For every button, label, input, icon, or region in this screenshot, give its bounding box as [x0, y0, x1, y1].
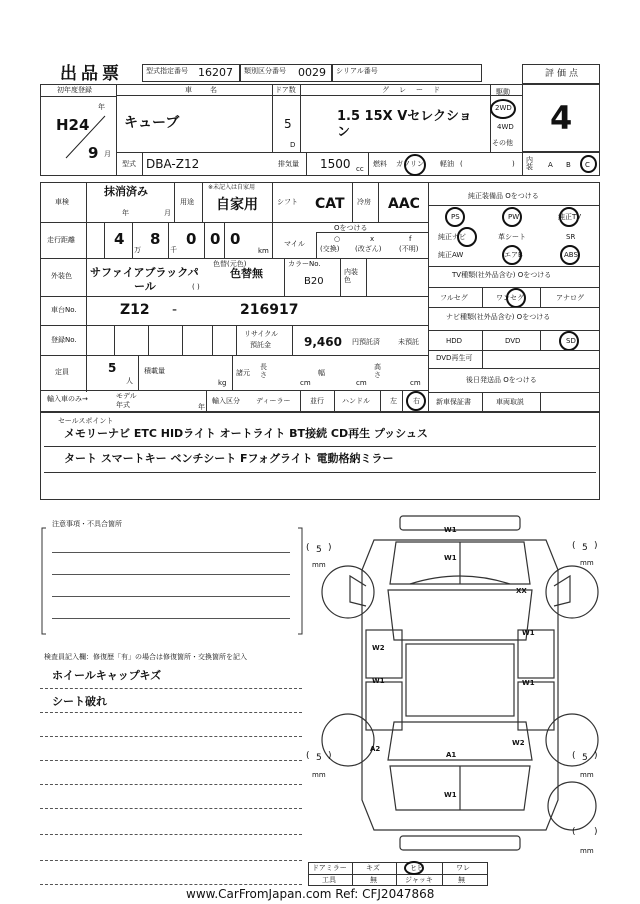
divider — [352, 182, 353, 222]
model-cert-value: 16207 — [198, 66, 233, 79]
caution-line — [52, 618, 290, 619]
damage-mark: W2 — [512, 739, 525, 747]
displacement-unit: cc — [356, 165, 364, 173]
mileage-circle-prompt: Oをつける — [334, 224, 368, 232]
divider — [104, 222, 105, 258]
equip-tv-circle — [558, 207, 582, 227]
bt-header-scratch: キズ — [366, 864, 380, 872]
recycle-value: 9,460 — [304, 335, 342, 349]
mileage-digit-3: 0 — [186, 230, 197, 248]
divider — [482, 350, 483, 368]
divider — [396, 862, 397, 886]
equip-leather: 革シート — [498, 233, 526, 241]
tread-fl-close: ) — [328, 543, 332, 553]
divider — [428, 307, 600, 308]
car-diagram — [310, 510, 610, 890]
chassis-dash: - — [172, 302, 178, 318]
import-label: 輸入車のみ→ — [47, 395, 88, 403]
fuel-gasoline: ガソリン — [396, 160, 424, 168]
tv-oneseg-circle — [506, 288, 526, 308]
tread-spare-close: ) — [594, 827, 598, 837]
tread-fl-value: 5 — [316, 545, 322, 555]
color-value-line1: サファイアブラックパ — [90, 266, 199, 279]
color-label: 外装色 — [51, 272, 72, 280]
divider — [428, 392, 600, 393]
grade-value-line1: 1.5 15X Vセレクショ — [337, 109, 472, 124]
color-paren: ( ) — [192, 283, 200, 291]
mileage-replaced: (交換) — [320, 245, 340, 253]
tv-header: TV種類(社外品含む) Oをつける — [452, 271, 552, 279]
color-change-value: 色替無 — [230, 267, 263, 280]
color-no-label: カラーNo. — [288, 260, 321, 268]
divider — [116, 152, 600, 153]
tread-rl-value: 5 — [316, 753, 322, 763]
divider — [116, 95, 522, 96]
nav-sd-circle — [559, 331, 579, 351]
chassis-prefix: Z12 — [120, 302, 150, 318]
inspector-line — [40, 860, 302, 861]
inspector-line — [40, 784, 302, 785]
fuel-paren-open: ( — [460, 160, 463, 168]
tread-rr-unit: mm — [580, 771, 594, 779]
damage-mark: W1 — [444, 526, 457, 534]
dims-label: 諸元 — [236, 369, 250, 377]
tread-fl-unit: mm — [312, 561, 326, 569]
equip-nav-circle — [457, 227, 477, 247]
mileage-unit2: マイル — [284, 240, 305, 248]
divider — [366, 258, 367, 296]
tread-fl-open: ( — [306, 543, 310, 553]
chassis-number: 216917 — [240, 302, 299, 318]
docs-warranty: 新車保証書 — [436, 398, 471, 406]
shaken-year: 年 — [122, 209, 129, 217]
height-cm: cm — [410, 379, 421, 387]
mileage-label: 走行距離 — [47, 236, 75, 244]
fuel-label: 燃料 — [373, 160, 387, 168]
divider — [116, 84, 117, 176]
import-parallel: 並行 — [310, 397, 324, 405]
tread-rr-value: 5 — [582, 753, 588, 763]
color-value-line2: ール — [134, 280, 156, 293]
shift-label: シフト — [277, 198, 298, 206]
mileage-digit-4: 0 — [210, 230, 221, 248]
sales-points-label: セールスポイント — [58, 417, 114, 425]
first-reg-year: H24 — [56, 116, 90, 134]
inspector-line — [40, 760, 302, 761]
interior-b: B — [566, 161, 571, 169]
class-label: 類別区分番号 — [244, 67, 286, 75]
damage-mark: W1 — [372, 677, 385, 685]
divider — [174, 182, 175, 222]
color-change-label: 色替(元色) — [213, 260, 247, 268]
divider — [300, 390, 301, 412]
handle-right-circle — [406, 391, 426, 411]
inspector-line — [40, 688, 302, 689]
bt-header-mirror: ドアミラー — [312, 864, 347, 872]
tread-rl-open: ( — [306, 751, 310, 761]
interior-c-circle — [580, 155, 597, 173]
divider — [232, 355, 233, 390]
doors-value: 5 — [284, 117, 292, 131]
docs-manual: 車両取説 — [496, 398, 524, 406]
mileage-digit-2: 8 — [150, 230, 161, 248]
fuel-gasoline-circle — [404, 154, 426, 176]
nav-header: ナビ種類(社外品含む) Oをつける — [446, 313, 551, 321]
interior-color-label: 内装色 — [344, 268, 358, 285]
nav-sd: SD — [566, 337, 576, 345]
divider — [308, 874, 488, 875]
caution-label: 注意事項・不具合箇所 — [52, 520, 122, 528]
mileage-unknown: (不明) — [399, 245, 419, 253]
divider — [540, 392, 541, 412]
capacity-unit: 人 — [126, 377, 133, 385]
interior-a: A — [548, 161, 553, 169]
reg-no-label: 登録No. — [51, 336, 77, 344]
equip-aw: 純正AW — [438, 251, 464, 259]
drive-label: 駆動 — [496, 88, 510, 96]
divider — [148, 325, 149, 355]
grade-value-line2: ン — [337, 125, 351, 140]
tv-fullseg: フルセグ — [440, 294, 468, 302]
divider — [40, 258, 428, 259]
divider — [482, 392, 483, 412]
damage-mark: A2 — [370, 745, 381, 753]
tread-rr-open: ( — [572, 751, 576, 761]
divider — [202, 182, 203, 222]
first-reg-month: 9 — [88, 144, 99, 162]
mileage-sen: 千 — [170, 246, 177, 254]
inspector-label: 検査員記入欄：修復歴「有」の場合は修復箇所・交換箇所を記入 — [44, 653, 247, 661]
name-value: キューブ — [124, 115, 180, 131]
divider — [316, 232, 428, 233]
width-label: 幅 — [318, 369, 325, 377]
divider — [428, 330, 600, 331]
divider — [334, 390, 335, 412]
divider — [368, 152, 369, 176]
inspector-item-1: ホイールキャップキズ — [52, 669, 162, 682]
divider — [114, 325, 115, 355]
damage-mark: W1 — [522, 629, 535, 637]
damage-mark: W1 — [522, 679, 535, 687]
damage-mark: A1 — [446, 751, 457, 759]
handle-left: 左 — [390, 397, 397, 405]
sales-points-line2: タート スマートキー ベンチシート Fフォグライト 電動格納ミラー — [64, 452, 394, 465]
tread-fr-value: 5 — [582, 543, 588, 553]
capacity-label: 定員 — [55, 368, 69, 376]
shaken-value: 抹消済み — [104, 185, 148, 198]
nav-hdd: HDD — [446, 337, 463, 345]
inspector-line — [40, 884, 302, 885]
grade-label: グレード — [382, 86, 450, 94]
equip-pw-circle — [502, 207, 522, 227]
divider — [40, 325, 428, 326]
handle-label: ハンドル — [342, 397, 370, 405]
divider — [40, 390, 428, 391]
width-cm: cm — [356, 379, 367, 387]
divider — [340, 258, 341, 296]
inspector-item-2: シート破れ — [52, 695, 107, 708]
tread-spare-unit: mm — [580, 847, 594, 855]
footer-watermark: www.CarFromJapan.com Ref: CFJ2047868 — [186, 887, 435, 901]
divider — [212, 325, 213, 355]
tread-rl-unit: mm — [312, 771, 326, 779]
divider — [292, 325, 293, 355]
sheet-title: 出品票 — [60, 64, 123, 84]
tread-rl-close: ) — [328, 751, 332, 761]
divider — [428, 205, 600, 206]
length-label: 長さ — [260, 363, 267, 379]
equip-abs-circle — [560, 245, 580, 265]
divider — [168, 222, 169, 258]
recycle-status-2: 未預託 — [398, 338, 419, 346]
tread-fr-close: ) — [594, 541, 598, 551]
dvd-label: DVD再生可 — [436, 354, 473, 362]
mileage-unit: km — [258, 247, 269, 255]
divider — [482, 287, 483, 307]
divider — [224, 222, 225, 258]
divider — [40, 222, 428, 223]
bt-tools-label: 工具 — [322, 876, 336, 884]
ac-label: 冷房 — [357, 198, 371, 206]
bt-header-crack: ヒビ — [410, 864, 424, 872]
divider — [306, 152, 307, 176]
nav-dvd: DVD — [505, 337, 521, 345]
mileage-altered-mark: x — [370, 235, 375, 243]
first-reg-year-label: 年 — [98, 103, 105, 111]
drive-other: その他 — [492, 139, 513, 147]
divider — [204, 222, 205, 258]
fuel-diesel: 軽油 — [440, 160, 454, 168]
divider — [352, 862, 353, 886]
divider — [380, 390, 381, 412]
tread-rr-close: ) — [594, 751, 598, 761]
mileage-altered: (改ざん) — [355, 245, 382, 253]
drive-2wd: 2WD — [495, 104, 512, 112]
sales-points-line1: メモリーナビ ETC HIDライト オートライト BT接続 CD再生 プッシュス — [64, 427, 428, 440]
divider — [132, 222, 133, 258]
class-value: 0029 — [298, 66, 326, 79]
name-label: 車名 — [185, 86, 235, 94]
equip-sr: SR — [566, 233, 576, 241]
drive-4wd: 4WD — [497, 123, 514, 131]
divider — [522, 152, 523, 176]
first-reg-month-label: 月 — [104, 150, 111, 158]
color-no-value: B20 — [304, 276, 324, 287]
height-label: 高さ — [374, 363, 381, 379]
inspector-line — [40, 808, 302, 809]
serial-label: シリアル番号 — [336, 67, 378, 75]
displacement-value: 1500 — [320, 157, 351, 171]
divider — [378, 182, 379, 222]
mileage-replaced-mark: ○ — [334, 235, 341, 243]
equip-ps: PS — [451, 213, 460, 221]
divider — [40, 96, 116, 97]
mileage-digit-1: 4 — [114, 230, 125, 248]
model-year-label-1: モデル — [116, 392, 137, 400]
mileage-unknown-mark: f — [409, 235, 412, 243]
divider — [428, 182, 429, 412]
bt-tools-value: 無 — [370, 876, 377, 884]
ac-value: AAC — [388, 196, 420, 212]
first-reg-slash — [60, 112, 110, 162]
caution-line — [52, 596, 290, 597]
bt-header-break: ワレ — [456, 864, 470, 872]
divider — [402, 390, 403, 412]
equip-ps-circle — [445, 207, 465, 227]
divider — [428, 350, 600, 351]
inspector-line — [40, 834, 302, 835]
recycle-status-1: 円預託済 — [352, 338, 380, 346]
divider — [272, 182, 273, 222]
recycle-label-2: 預託金 — [250, 341, 271, 349]
divider — [40, 296, 428, 297]
divider — [86, 182, 87, 392]
length-cm: cm — [300, 379, 311, 387]
divider — [44, 472, 596, 473]
inspector-line — [40, 712, 302, 713]
recycle-label-1: リサイクル — [244, 330, 279, 338]
equip-airbag-circle — [502, 245, 522, 265]
load-label: 積載量 — [144, 367, 165, 375]
divider — [540, 287, 541, 307]
capacity-value: 5 — [108, 361, 117, 375]
caution-line — [52, 552, 290, 553]
drive-2wd-circle — [490, 99, 516, 119]
divider — [138, 355, 139, 390]
divider — [182, 325, 183, 355]
displacement-label: 排気量 — [278, 160, 299, 168]
docs-header: 後日発送品 Oをつける — [466, 376, 537, 384]
shift-value: CAT — [315, 196, 345, 212]
model-year-label-2: 年式 — [116, 401, 130, 409]
mileage-digit-5: 0 — [230, 230, 241, 248]
divider — [442, 862, 443, 886]
doors-suffix: D — [290, 141, 296, 149]
equip-airbag: エアB — [504, 251, 523, 259]
equip-pw: PW — [508, 213, 520, 221]
caution-line — [52, 574, 290, 575]
divider — [540, 330, 541, 350]
load-unit: kg — [218, 379, 227, 387]
divider — [428, 266, 600, 267]
divider — [284, 258, 285, 296]
chassis-label: 車台No. — [51, 306, 77, 314]
tread-fr-unit: mm — [580, 559, 594, 567]
use-value: 自家用 — [216, 197, 258, 213]
bt-jack-value: 無 — [458, 876, 465, 884]
interior-label: 内装 — [526, 156, 533, 171]
divider — [142, 152, 143, 176]
import-class-label: 輸入区分 — [212, 397, 240, 405]
damage-mark: XX — [516, 587, 527, 595]
import-year-unit: 年 — [198, 403, 205, 411]
tread-fr-open: ( — [572, 541, 576, 551]
shaken-label: 車検 — [55, 198, 69, 206]
doors-label: ドア数 — [275, 86, 296, 94]
interior-c: C — [585, 161, 590, 169]
damage-mark: W1 — [444, 554, 457, 562]
use-note: ※未記入は自家用 — [208, 184, 256, 191]
inspector-line — [40, 736, 302, 737]
tread-spare-open: ( — [572, 827, 576, 837]
divider — [206, 390, 207, 412]
equip-tv: 純正TV — [558, 213, 582, 221]
handle-right: 右 — [413, 397, 420, 405]
mileage-man: 万 — [134, 246, 141, 254]
bt-crack-circle — [404, 861, 424, 875]
equip-abs: ABS — [564, 251, 578, 259]
divider — [482, 330, 483, 350]
shaken-month: 月 — [164, 209, 171, 217]
model-label: 型式 — [122, 160, 136, 168]
tv-analog: アナログ — [556, 294, 584, 302]
damage-mark: W2 — [372, 644, 385, 652]
divider — [428, 368, 600, 369]
divider — [272, 222, 273, 258]
equipment-header: 純正装備品 Oをつける — [468, 192, 539, 200]
fuel-paren-close: ) — [512, 160, 515, 168]
divider — [316, 232, 317, 258]
use-label: 用途 — [180, 198, 194, 206]
divider — [40, 355, 428, 356]
caution-bracket — [40, 526, 304, 638]
model-cert-label: 型式指定番号 — [146, 67, 188, 75]
score-label: 評価点 — [545, 69, 582, 79]
tv-oneseg: ワンセグ — [496, 294, 524, 302]
damage-mark: W1 — [444, 791, 457, 799]
first-reg-label: 初年度登録 — [57, 86, 92, 94]
bt-jack-label: ジャッキ — [405, 876, 433, 884]
score-value: 4 — [550, 99, 573, 137]
divider — [236, 325, 237, 355]
divider — [44, 446, 596, 447]
model-value: DBA-Z12 — [146, 157, 200, 171]
import-dealer: ディーラー — [256, 397, 291, 405]
equip-nav: 純正ナビ — [438, 233, 466, 241]
